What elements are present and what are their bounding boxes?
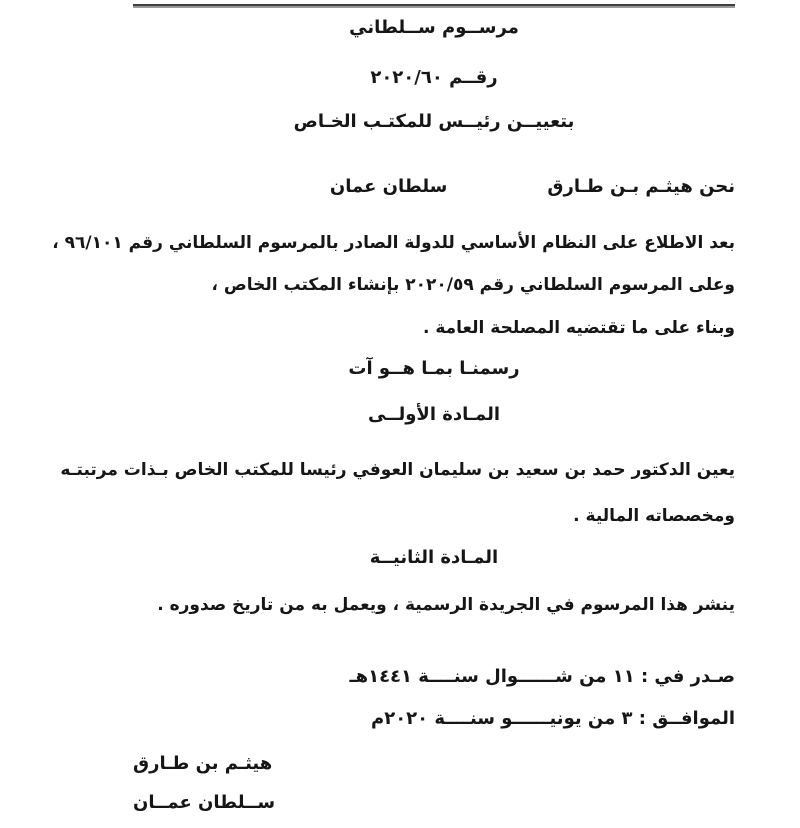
decree-subject: بتعييــن رئيــس للمكتـب الخـاص bbox=[293, 111, 575, 132]
sultan-line bbox=[133, 173, 735, 200]
preamble-line: وعلى المرسوم السلطاني رقم ٢٠٢٠/٥٩ بإنشاء المكتب الخاص ، bbox=[211, 275, 735, 295]
article-1-heading: المـادة الأولــى bbox=[367, 404, 501, 425]
enactment-line: رسمنـا بمـا هــو آت bbox=[348, 358, 520, 379]
preamble-line: بعد الاطلاع على النظام الأساسي للدولة الصادر بالمرسوم السلطاني رقم ٩٦/١٠١ ، bbox=[52, 233, 735, 253]
preamble-line: وبناء على ما تقتضيه المصلحة العامة . bbox=[422, 318, 735, 338]
signature-title: ســلطان عمــان bbox=[133, 792, 276, 813]
issued-date-gregorian: الموافــق : ٣ من يونيــــــو سنــــة ٢٠٢٠م bbox=[371, 708, 735, 729]
decree-document bbox=[52, 0, 735, 828]
article-1-text-line: يعين الدكتور حمد بن سعيد بن سليمان العوفي رئيسا للمكتب الخاص بـذات مرتبتـه bbox=[60, 460, 735, 480]
article-1-text-line: ومخصصاته المالية . bbox=[573, 506, 735, 526]
sultan-title: سلطان عمان bbox=[329, 176, 448, 197]
issued-date-hijri: صـدر في : ١١ من شــــــوال سنــــة ١٤٤١هـ bbox=[349, 666, 735, 687]
decree-number: رقــم ٢٠٢٠/٦٠ bbox=[370, 67, 498, 88]
top-rule bbox=[133, 4, 735, 8]
decree-title: مرســوم ســلطاني bbox=[349, 17, 519, 38]
article-2-heading: المـادة الثانيــة bbox=[369, 547, 499, 568]
sultan-intro: نحن هيثـم بـن طـارق bbox=[547, 176, 735, 197]
article-2-text-line: ينشر هذا المرسوم في الجريدة الرسمية ، ويعمل به من تاريخ صدوره . bbox=[157, 595, 735, 615]
signature-name: هيثـم بن طـارق bbox=[133, 753, 273, 774]
